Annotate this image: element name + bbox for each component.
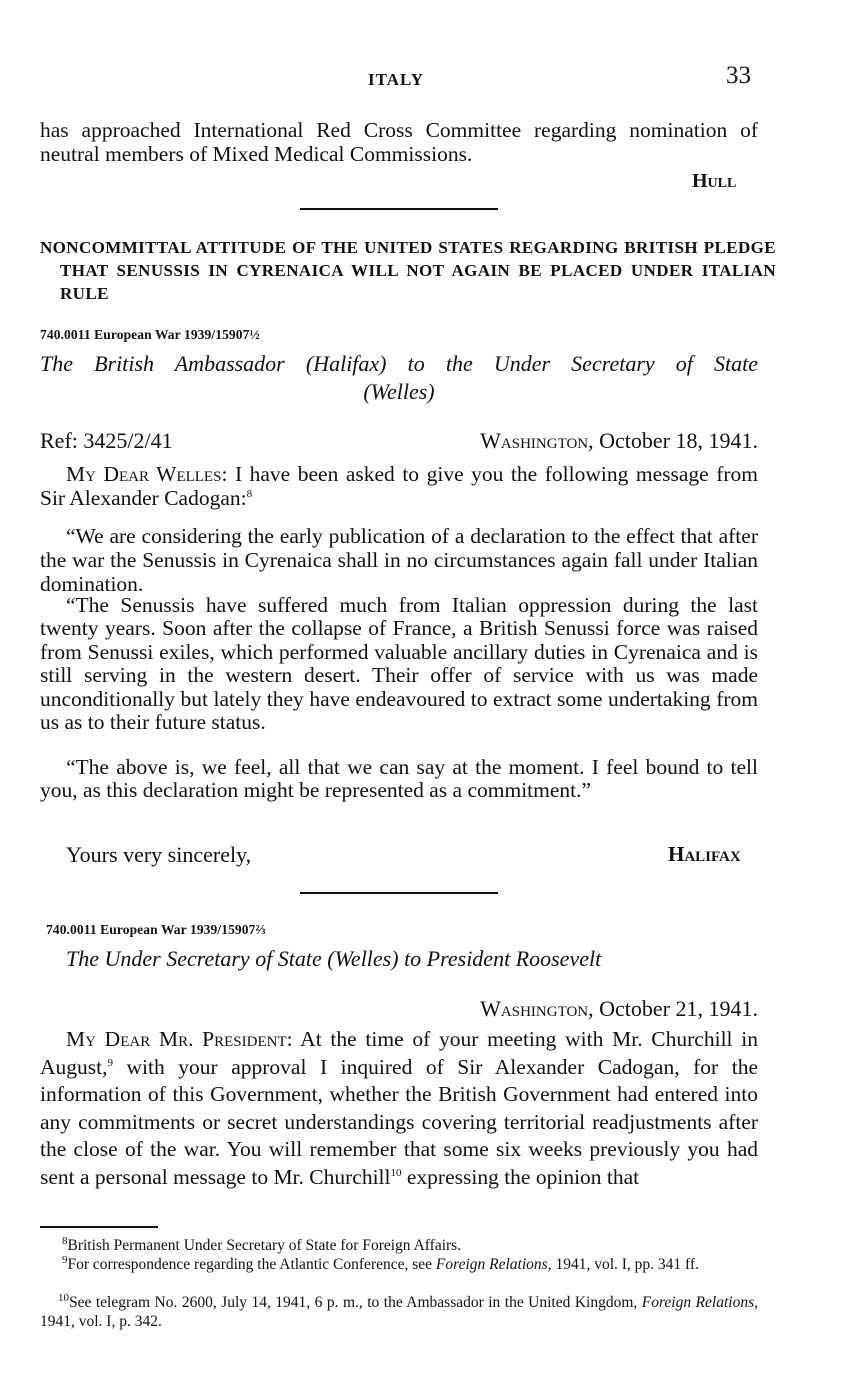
- document-title: The Under Secretary of State (Welles) to President Roosevelt: [66, 946, 602, 971]
- file-reference: 740.0011 European War 1939/15907⅔: [46, 922, 266, 937]
- document-title: [40, 350, 758, 406]
- footnote: $^{10}$See telegram No. 2600, July 14, 1941, 6 p. m., to the Ambassador in the United Kingdom, Foreign Relations, 1941, vol. I, p. 342.: [40, 1291, 758, 1330]
- footnote: $^8$British Permanent Under Secretary of State for Foreign Affairs.: [62, 1234, 462, 1254]
- page-number: 33: [726, 62, 751, 89]
- dateline: Washington, October 18, 1941.: [480, 428, 758, 453]
- document-title-line: The British Ambassador (Halifax) to the Under Secretary of State: [40, 351, 758, 376]
- reference-line: [40, 428, 758, 454]
- running-title: ITALY: [368, 70, 425, 89]
- footnote: $^9$For correspondence regarding the Atlantic Conference, see Foreign Relations, 1941, vol. I, pp. 341 ff.: [62, 1253, 699, 1273]
- section-heading: NONCOMMITTAL ATTITUDE OF THE UNITED STATES REGARDING BRITISH PLEDGE THAT SENUSSIS IN CYRENAICA WILL NOT AGAIN BE PLACED UNDER ITALIAN RULE: [40, 238, 776, 303]
- letter-paragraph: My Dear Mr. President: At the time of your meeting with Mr. Churchill in August,$^9$ with your approval I inquired of Sir Alexander Cadogan, for the information of this Government, whether the British Government had entered into any commitments or secret understandings covering territorial readjustments after the close of the war. You will remember that some six weeks previously you had sent a personal message to Mr. Churchill$^{10}$ expressing the opinion that: [40, 1027, 758, 1189]
- reference-number: Ref: 3425/2/41: [40, 428, 173, 453]
- salutation: My Dear Mr. President: [66, 1027, 287, 1051]
- document-title-line: (Welles): [363, 379, 435, 404]
- footnote-marker: 10: [390, 1166, 402, 1179]
- footnote-marker: 8: [246, 487, 253, 500]
- footnote-marker: 9: [107, 1056, 113, 1069]
- file-reference: 740.0011 European War 1939/15907½: [40, 327, 260, 342]
- section-divider: [300, 208, 498, 210]
- closing: Yours very sincerely,: [66, 842, 252, 867]
- salutation: My Dear Welles: [66, 462, 222, 486]
- letter-opening: My Dear Welles: I have been asked to give you the following message from Sir Alexander Cadogan:$^8$: [40, 462, 759, 510]
- letter-paragraph: “The above is, we feel, all that we can say at the moment. I feel bound to tell you, as this declaration might be represented as a commitment.”: [40, 755, 758, 803]
- continuation-paragraph: [40, 118, 758, 166]
- footnote-divider: [40, 1226, 158, 1228]
- letter-paragraph: “We are considering the early publication of a declaration to the effect that after the war the Senussis in Cyrenaica shall in no circumstances again fall under Italian domination.: [40, 524, 758, 596]
- dateline: Washington, October 21, 1941.: [480, 996, 758, 1021]
- signature: Halifax: [668, 842, 741, 866]
- continuation-text: has approached International Red Cross Committee regarding nomination of neutral members of Mixed Medical Commissions.: [40, 118, 758, 166]
- section-divider: [300, 892, 498, 894]
- continuation-signature: Hull: [692, 170, 737, 192]
- letter-paragraph: “The Senussis have suffered much from Italian oppression during the last twenty years. Soon after the collapse of France, a British Senussi force was raised from Senussi exiles, which performed valuable ancillary duties in Cyrenaica and is still serving in the western desert. Their offer of service with us was made unconditionally but lately they have endeavoured to extract some undertaking from us as to their future status.: [40, 593, 758, 735]
